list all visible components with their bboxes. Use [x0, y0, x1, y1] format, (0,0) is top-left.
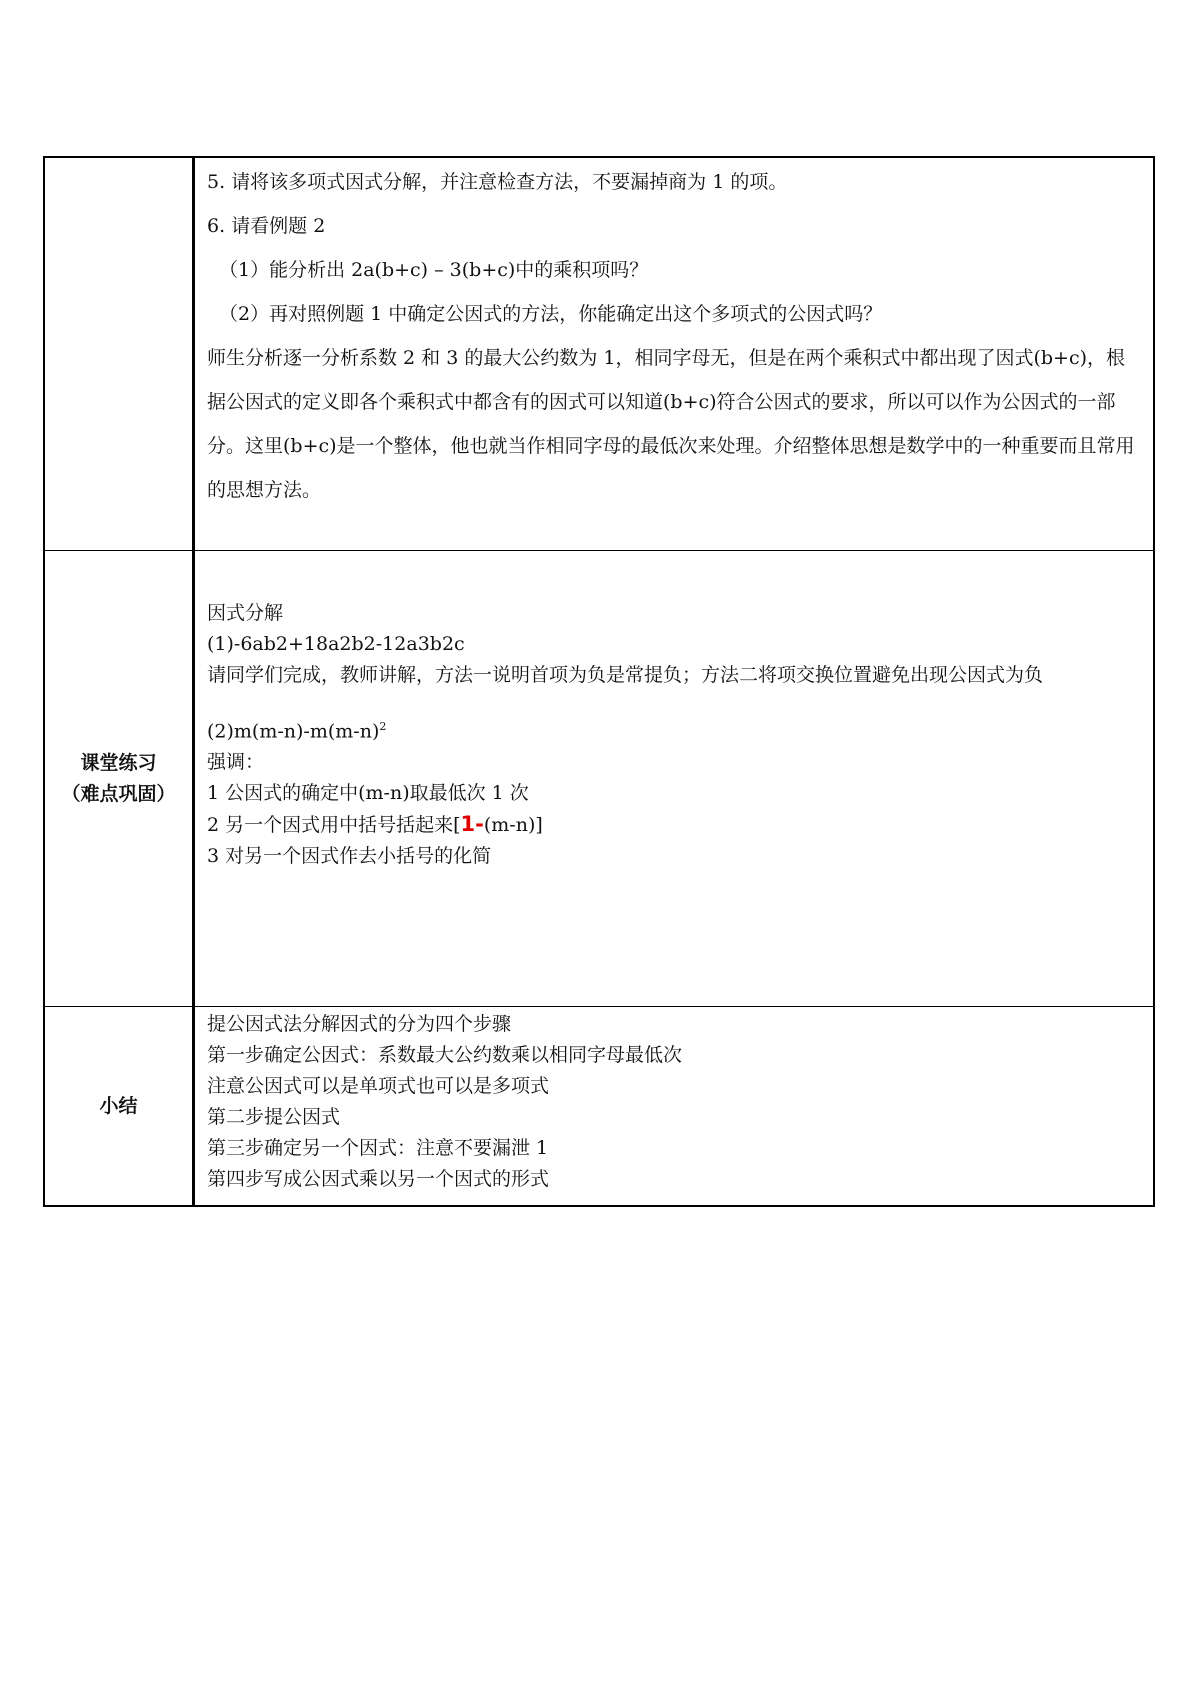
- emphasis-label: 强调：: [207, 751, 265, 774]
- problem2: $(2)m(m-n)-m(m-n)^2$: [207, 720, 387, 743]
- summary-line: 第四步写成公因式乘以另一个因式的形式: [207, 1168, 550, 1190]
- analysis-paragraph: 师生分析逐一分析系数 2 和 3 的最大公约数为 1，相同字母无，但是在两个乘积式中都出现了因式(b+c)，根据公因式的定义即各个乘积式中都含有的因式可以知道(b+c)符合公因式的要求，所以可以作为公因式的一部分。这里(b+c)是一个整体，他也就当作相同字母的最低次来处理。介绍整体思想是数学中的一种重要而且常用的思想方法。: [207, 347, 1135, 501]
- summary-line: 提公因式法分解因式的分为四个步骤: [207, 1013, 512, 1035]
- table-row: [44, 1007, 1154, 1207]
- table-row: [44, 551, 1154, 1007]
- summary-line: 注意公因式可以是单项式也可以是多项式: [207, 1075, 550, 1097]
- problem1-note: 请同学们完成，教师讲解，方法一说明首项为负是常提负；方法二将项交换位置避免出现公因式为负: [207, 664, 1044, 686]
- section2-content: [194, 551, 1155, 1007]
- step5-line: 5. 请将该多项式因式分解，并注意检查方法，不要漏掉商为 1 的项。: [207, 171, 788, 193]
- table-row: [44, 157, 1154, 551]
- practice-heading: 因式分解: [207, 602, 284, 624]
- summary-line: 第二步提公因式: [207, 1106, 341, 1128]
- practice-label-cell: [44, 551, 194, 1007]
- section1-content: [194, 157, 1155, 551]
- step6-line: 6. 请看例题 2: [207, 215, 326, 237]
- lesson-plan-table: [43, 156, 1155, 1207]
- summary-label: 小结: [99, 1094, 138, 1117]
- practice-label: 课堂练习: [80, 751, 157, 774]
- summary-label-cell: [44, 1007, 194, 1207]
- section3-content: [194, 1007, 1155, 1207]
- summary-line: 第三步确定另一个因式：注意不要漏泄 1: [207, 1137, 549, 1159]
- practice-sublabel: （难点巩固）: [61, 782, 176, 805]
- question2-line: （2）再对照例题 1 中确定公因式的方法，你能确定出这个多项式的公因式吗？: [219, 303, 883, 325]
- summary-line: 第一步确定公因式：系数最大公约数乘以相同字母最低次: [207, 1044, 683, 1066]
- empty-label-cell: [44, 157, 194, 551]
- emphasis-point1: 1 公因式的确定中(m-n)取最低次 1 次: [207, 782, 529, 805]
- highlighted-term: 1-: [460, 812, 484, 837]
- exponent: 2: [379, 720, 387, 733]
- emphasis-point3: 3 对另一个因式作去小括号的化简: [207, 845, 492, 868]
- problem1: (1)-6ab2+18a2b2-12a3b2c: [207, 633, 465, 655]
- question1-line: （1）能分析出 2a(b+c) – 3(b+c)中的乘积项吗？: [219, 259, 649, 281]
- emphasis-point2: 2 另一个因式用中括号括起来[1-(m-n)]: [207, 812, 543, 837]
